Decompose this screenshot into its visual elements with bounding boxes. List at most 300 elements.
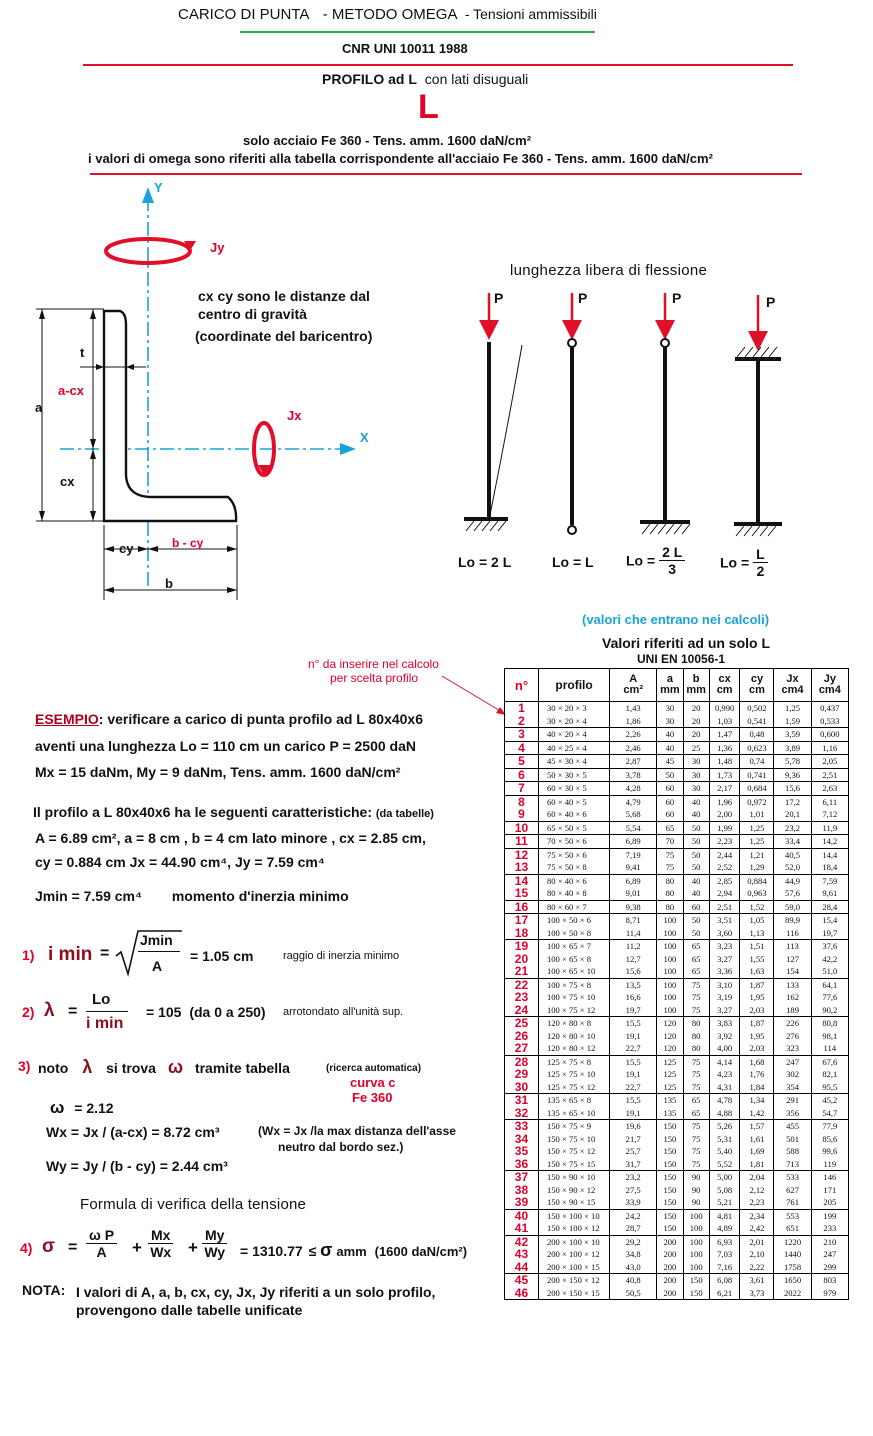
row-area: 31,7 xyxy=(625,1158,641,1169)
row-jx: 226 xyxy=(786,1018,799,1028)
row-jy: 247 xyxy=(823,1249,837,1259)
table-row-group[interactable] xyxy=(505,1171,849,1210)
row-number: 5 xyxy=(518,754,525,768)
row-cy: 2,12 xyxy=(749,1184,765,1195)
row-jy: 803 xyxy=(823,1275,837,1285)
row-area-cell xyxy=(610,1209,657,1235)
row-area: 40,8 xyxy=(625,1275,641,1285)
frac-1 xyxy=(86,1227,117,1260)
table-row-group[interactable] xyxy=(505,1209,849,1235)
row-jy: 7,59 xyxy=(822,875,838,886)
row-jx-cell xyxy=(774,1120,811,1171)
row-a: 150 xyxy=(663,1197,677,1207)
row-b: 30 xyxy=(691,783,701,793)
table-row-group[interactable] xyxy=(505,821,849,835)
col-profilo: profilo xyxy=(538,669,609,702)
table-row-group[interactable] xyxy=(505,795,849,821)
row-cy: 2,03 xyxy=(749,1004,765,1015)
row-jy-cell xyxy=(811,848,848,874)
row-area: 23,2 xyxy=(625,1172,641,1182)
row-cx-cell xyxy=(709,874,740,900)
i-min-symbol: i min xyxy=(48,944,93,965)
row-number: 18 xyxy=(514,925,529,940)
row-jy: 6,11 xyxy=(822,796,838,807)
row-jx: 533 xyxy=(786,1172,799,1182)
row-jy-cell xyxy=(811,1209,848,1235)
row-cy-cell xyxy=(740,978,774,1017)
row-area: 27,5 xyxy=(625,1184,641,1195)
row-jx: 33,4 xyxy=(785,836,801,846)
row-b: 20 xyxy=(691,729,701,739)
step-3-fe: Fe 360 xyxy=(352,1090,393,1105)
row-number-cell xyxy=(505,874,539,900)
table-header-row xyxy=(505,669,849,702)
row-b-cell xyxy=(683,1274,709,1300)
cy-label: cy xyxy=(119,541,134,556)
omega-value: = 2.12 xyxy=(74,1100,114,1116)
table-row-group[interactable] xyxy=(505,914,849,940)
row-profile: 135 × 65 × 10 xyxy=(546,1107,596,1118)
row-profile-cell xyxy=(538,768,609,782)
step-3-num: 3) xyxy=(18,1058,31,1074)
row-jx: 40,5 xyxy=(785,849,801,860)
row-profile: 125 × 75 × 10 xyxy=(546,1069,596,1079)
step-1-eq: = xyxy=(100,945,110,962)
row-cy: 2,23 xyxy=(749,1197,765,1207)
row-jy-cell xyxy=(811,782,848,796)
col-cx-unit: cm xyxy=(716,684,733,696)
row-area-cell xyxy=(610,1171,657,1210)
row-b: 40 xyxy=(691,796,701,807)
step-2-bot: i min xyxy=(86,1015,124,1032)
row-jx-cell xyxy=(774,1274,811,1300)
row-jy: 19,7 xyxy=(822,927,838,938)
step-4-eq: = xyxy=(68,1239,78,1256)
row-cy: 2,22 xyxy=(749,1261,765,1272)
row-jx: 455 xyxy=(786,1121,799,1131)
row-number: 1 xyxy=(518,701,525,715)
row-cx: 6,08 xyxy=(717,1275,733,1285)
lo-case-4-den: 2 xyxy=(756,563,765,579)
example-line-2: aventi una lunghezza Lo = 110 cm un carico P = 2500 daN xyxy=(35,738,417,754)
row-jy-cell xyxy=(811,1171,848,1210)
row-jy-cell xyxy=(811,768,848,782)
row-profile-cell xyxy=(538,914,609,940)
row-cy-cell xyxy=(740,1209,774,1235)
row-profile: 150 × 75 × 15 xyxy=(546,1158,596,1169)
row-area: 15,5 xyxy=(625,1095,641,1105)
row-jy: 146 xyxy=(823,1172,837,1182)
step-2-result xyxy=(146,1004,266,1020)
row-profile-cell xyxy=(538,741,609,755)
table-row-group[interactable] xyxy=(505,835,849,849)
char-line-1: A = 6.89 cm², a = 8 cm , b = 4 cm lato minore , cx = 2.85 cm, xyxy=(35,830,426,846)
row-cx: 3,83 xyxy=(717,1018,733,1028)
table-row-group[interactable] xyxy=(505,1055,849,1094)
sigma-symbol: σ xyxy=(42,1236,55,1257)
row-area-cell xyxy=(610,795,657,821)
row-number-cell xyxy=(505,978,539,1017)
row-cy: 0,541 xyxy=(747,715,767,726)
row-cx: 1,96 xyxy=(717,796,733,807)
row-cy: 1,55 xyxy=(749,953,765,964)
row-profile: 150 × 100 × 10 xyxy=(546,1210,600,1221)
table-row-group[interactable] xyxy=(505,1235,849,1274)
table-row-group[interactable] xyxy=(505,755,849,769)
row-cy-cell xyxy=(740,702,774,728)
col-jx-label: Jx xyxy=(786,673,799,685)
wx-line: Wx = Jx / (a-cx) = 8.72 cm³ xyxy=(46,1124,220,1140)
row-cy: 1,25 xyxy=(749,836,765,846)
row-area: 13,5 xyxy=(625,979,641,990)
row-cx: 2,51 xyxy=(717,901,733,912)
col-A-unit: cm² xyxy=(623,684,643,696)
row-jx: 89,9 xyxy=(785,915,801,925)
row-b: 100 xyxy=(689,1249,703,1259)
row-cy: 0,963 xyxy=(747,888,767,898)
row-jx: 501 xyxy=(786,1133,799,1144)
row-jy-cell xyxy=(811,741,848,755)
row-cy: 1,29 xyxy=(749,862,765,872)
row-b: 75 xyxy=(691,979,701,990)
row-a-cell xyxy=(657,848,683,874)
plus-2: + xyxy=(188,1238,198,1257)
row-a-cell xyxy=(657,1235,683,1274)
row-profile: 125 × 75 × 8 xyxy=(546,1056,592,1067)
formula-title: Formula di verifica della tensione xyxy=(80,1196,307,1213)
row-a: 100 xyxy=(663,966,677,976)
row-profile-cell xyxy=(538,782,609,796)
row-jx: 189 xyxy=(786,1004,799,1015)
row-jy: 18,4 xyxy=(822,862,838,872)
row-profile-cell xyxy=(538,848,609,874)
row-profile-cell xyxy=(538,1120,609,1171)
row-a: 150 xyxy=(663,1146,677,1156)
row-cy-cell xyxy=(740,1120,774,1171)
row-number: 41 xyxy=(514,1221,529,1235)
row-a-cell xyxy=(657,1055,683,1094)
title-right: - Tensioni ammissibili xyxy=(464,6,597,22)
row-cy: 1,69 xyxy=(749,1146,765,1156)
row-area-cell xyxy=(610,914,657,940)
table-row-group[interactable] xyxy=(505,1094,849,1120)
row-cy: 1,61 xyxy=(749,1133,765,1144)
row-cx-cell xyxy=(709,755,740,769)
row-cx: 2,23 xyxy=(717,836,733,846)
row-jy: 7,12 xyxy=(822,809,838,819)
row-area: 8,71 xyxy=(625,915,641,925)
row-b-cell xyxy=(683,1209,709,1235)
row-number: 39 xyxy=(514,1195,529,1209)
row-number: 38 xyxy=(514,1182,529,1197)
row-jy-cell xyxy=(811,914,848,940)
row-number: 42 xyxy=(514,1234,529,1249)
row-area: 19,1 xyxy=(625,1030,641,1041)
a-cx-label: a-cx xyxy=(58,383,85,398)
row-cy: 1,52 xyxy=(749,901,765,912)
table-row-group[interactable] xyxy=(505,940,849,979)
row-cy-cell xyxy=(740,900,774,914)
row-area: 25,7 xyxy=(625,1146,641,1156)
lambda-value: = 105 xyxy=(146,1004,182,1020)
row-jx: 5,78 xyxy=(785,756,801,766)
table-row-group[interactable] xyxy=(505,728,849,742)
row-cx-cell xyxy=(709,782,740,796)
row-profile: 200 × 150 × 15 xyxy=(546,1287,600,1298)
row-a: 120 xyxy=(663,1030,677,1041)
row-a-cell xyxy=(657,914,683,940)
row-jx: 44,9 xyxy=(785,875,801,886)
row-number: 8 xyxy=(518,794,525,809)
step-3-omega: ω xyxy=(167,1057,184,1077)
lo-case-3-num: 2 L xyxy=(659,544,685,561)
row-jy: 77,9 xyxy=(822,1121,838,1131)
row-a-cell xyxy=(657,768,683,782)
row-jx: 354 xyxy=(786,1081,799,1092)
title-left: CARICO DI PUNTA xyxy=(178,6,309,23)
row-number: 33 xyxy=(514,1119,529,1133)
axis-x-label: X xyxy=(360,430,369,445)
row-jy: 0,600 xyxy=(820,729,840,739)
row-jx: 127 xyxy=(786,953,799,964)
row-jy: 95,5 xyxy=(822,1081,838,1092)
row-profile-cell xyxy=(538,1017,609,1056)
row-cx-cell xyxy=(709,978,740,1017)
row-cy: 2,04 xyxy=(749,1172,765,1182)
row-profile: 80 × 60 × 7 xyxy=(546,901,587,912)
row-area-cell xyxy=(610,702,657,728)
row-cy: 1,84 xyxy=(749,1081,765,1092)
table-row-group[interactable] xyxy=(505,1120,849,1171)
sigma-limit: (1600 daN/cm²) xyxy=(374,1244,468,1259)
col-jy xyxy=(811,669,848,702)
row-b: 100 xyxy=(689,1210,703,1221)
table-row-group[interactable] xyxy=(505,900,849,914)
row-cy: 1,95 xyxy=(749,1030,765,1041)
row-jx: 1,25 xyxy=(785,703,801,713)
row-cx: 1,48 xyxy=(717,756,733,766)
table-row-group[interactable] xyxy=(505,741,849,755)
row-b: 50 xyxy=(691,822,701,833)
row-cx: 5,31 xyxy=(717,1133,733,1144)
col-b xyxy=(683,669,709,702)
row-jy: 0,437 xyxy=(820,703,840,713)
row-number: 20 xyxy=(514,951,529,966)
jx-label: Jx xyxy=(287,408,302,423)
row-jy: 42,2 xyxy=(822,953,838,964)
row-cy: 1,95 xyxy=(749,992,765,1002)
row-a: 200 xyxy=(663,1236,677,1247)
row-profile: 200 × 100 × 15 xyxy=(546,1261,600,1272)
row-number: 22 xyxy=(514,977,529,992)
row-b: 150 xyxy=(689,1287,703,1298)
row-number-cell xyxy=(505,768,539,782)
row-number-cell xyxy=(505,1274,539,1300)
row-b: 40 xyxy=(691,809,701,819)
row-cy: 3,61 xyxy=(749,1275,765,1285)
row-area: 1,43 xyxy=(625,703,641,713)
table-row-group[interactable] xyxy=(505,1017,849,1056)
row-a-cell xyxy=(657,1094,683,1120)
row-cx-cell xyxy=(709,821,740,835)
row-jx: 291 xyxy=(786,1095,799,1105)
row-b-cell xyxy=(683,900,709,914)
row-a: 75 xyxy=(665,862,675,872)
row-jx: 59,0 xyxy=(785,901,801,912)
row-jx: 15,6 xyxy=(785,783,801,793)
col-cy-unit: cm xyxy=(749,684,765,696)
sigma-value: = 1310.77 xyxy=(240,1243,303,1259)
row-profile: 100 × 75 × 10 xyxy=(546,992,596,1002)
col-a-label: a xyxy=(666,673,673,685)
row-a-cell xyxy=(657,702,683,728)
step-2-top: Lo xyxy=(92,991,111,1008)
row-jx: 9,36 xyxy=(785,769,801,780)
row-jx: 553 xyxy=(786,1210,799,1221)
row-a: 40 xyxy=(665,729,675,739)
row-number: 15 xyxy=(514,886,529,900)
row-number: 36 xyxy=(514,1156,529,1171)
row-number: 6 xyxy=(518,767,525,782)
row-profile: 150 × 75 × 10 xyxy=(546,1133,596,1144)
row-profile: 120 × 80 × 10 xyxy=(546,1030,596,1041)
row-profile-cell xyxy=(538,1235,609,1274)
row-profile: 60 × 40 × 5 xyxy=(546,796,587,807)
col-jx-unit: cm4 xyxy=(781,684,804,696)
row-cy-cell xyxy=(740,874,774,900)
step-3-curva: curva c xyxy=(350,1075,396,1090)
row-cy: 0,623 xyxy=(747,742,767,753)
row-cx-cell xyxy=(709,1055,740,1094)
row-cx: 2,17 xyxy=(717,783,733,793)
table-row-group[interactable] xyxy=(505,702,849,728)
step-1-note: raggio di inerzia minimo xyxy=(283,950,400,962)
row-jx: 323 xyxy=(786,1043,799,1053)
row-jy: 2,51 xyxy=(822,769,838,780)
row-cx-cell xyxy=(709,741,740,755)
row-number: 14 xyxy=(514,873,529,888)
row-a: 100 xyxy=(663,979,677,990)
row-number: 21 xyxy=(514,964,529,978)
row-b: 75 xyxy=(691,1081,701,1092)
row-b-cell xyxy=(683,741,709,755)
row-number-cell xyxy=(505,1171,539,1210)
table-row-group[interactable] xyxy=(505,874,849,900)
row-jx: 356 xyxy=(786,1107,799,1118)
row-number: 12 xyxy=(514,847,529,862)
step-4-num: 4) xyxy=(20,1240,33,1256)
row-a: 125 xyxy=(663,1056,677,1067)
row-jx: 133 xyxy=(786,979,799,990)
row-area: 22,7 xyxy=(625,1081,641,1092)
row-jx-cell xyxy=(774,728,811,742)
row-cx-cell xyxy=(709,768,740,782)
row-a-cell xyxy=(657,1017,683,1056)
row-b-cell xyxy=(683,874,709,900)
row-cy: 0,684 xyxy=(747,783,767,793)
red-divider-1 xyxy=(83,64,793,66)
row-area: 9,41 xyxy=(625,862,641,872)
row-profile-cell xyxy=(538,755,609,769)
row-b: 40 xyxy=(691,888,701,898)
nota-line-1: I valori di A, a, b, cx, cy, Jx, Jy riferiti a un solo profilo, xyxy=(76,1284,436,1300)
row-a-cell xyxy=(657,978,683,1017)
row-jx: 302 xyxy=(786,1069,799,1079)
row-jy: 1,16 xyxy=(822,742,838,753)
row-b: 65 xyxy=(691,966,701,976)
row-cy: 1,57 xyxy=(749,1121,765,1131)
row-cy: 1,05 xyxy=(749,915,765,925)
row-cy: 2,34 xyxy=(749,1210,765,1221)
row-cx: 4,78 xyxy=(717,1095,733,1105)
row-area: 11,4 xyxy=(625,927,641,938)
load-p-1: P xyxy=(494,290,504,306)
row-a-cell xyxy=(657,874,683,900)
table-row-group[interactable] xyxy=(505,1274,849,1300)
row-cx: 1,03 xyxy=(717,715,733,726)
row-number: 26 xyxy=(514,1028,529,1043)
table-row-group[interactable] xyxy=(505,782,849,796)
row-b-cell xyxy=(683,768,709,782)
row-a: 100 xyxy=(663,1004,677,1015)
row-cx-cell xyxy=(709,795,740,821)
table-row-group[interactable] xyxy=(505,768,849,782)
lambda-range: (da 0 a 250) xyxy=(189,1004,266,1020)
table-row-group[interactable] xyxy=(505,978,849,1017)
row-profile-cell xyxy=(538,1209,609,1235)
row-area-cell xyxy=(610,978,657,1017)
row-cy-cell xyxy=(740,914,774,940)
row-cx: 3,36 xyxy=(717,966,733,976)
row-a: 100 xyxy=(663,941,677,951)
row-number: 25 xyxy=(514,1016,529,1030)
row-area: 19,1 xyxy=(625,1069,641,1079)
row-jx-cell xyxy=(774,1055,811,1094)
load-p-2: P xyxy=(578,290,588,306)
row-b: 50 xyxy=(691,927,701,938)
row-b: 75 xyxy=(691,992,701,1002)
row-b-cell xyxy=(683,1055,709,1094)
row-profile: 70 × 50 × 6 xyxy=(546,836,587,846)
row-b: 90 xyxy=(691,1197,701,1207)
row-jx: 52,0 xyxy=(785,862,801,872)
frac-2-bot: Wx xyxy=(150,1244,172,1260)
row-jx: 713 xyxy=(786,1158,799,1169)
lo-case-4-fraction xyxy=(753,546,768,579)
row-profile: 65 × 50 × 5 xyxy=(546,822,587,833)
char-title xyxy=(33,804,434,820)
row-b: 150 xyxy=(689,1275,703,1285)
row-cy: 1,42 xyxy=(749,1107,765,1118)
row-b: 75 xyxy=(691,1146,701,1156)
row-cx-cell xyxy=(709,1171,740,1210)
row-number: 35 xyxy=(514,1144,529,1158)
step-2-note: arrotondato all'unità sup. xyxy=(283,1006,404,1018)
buckling-diagram xyxy=(450,285,790,545)
frac-1-bot: A xyxy=(96,1244,107,1260)
row-area: 4,28 xyxy=(625,783,641,793)
row-b: 75 xyxy=(691,1133,701,1144)
calc-values-note: (valori che entrano nei calcoli) xyxy=(582,612,770,627)
row-b-cell xyxy=(683,914,709,940)
row-profile: 60 × 40 × 6 xyxy=(546,809,587,819)
row-cx: 2,94 xyxy=(717,888,733,898)
sigma-amm-label: amm xyxy=(336,1244,367,1259)
row-jx: 116 xyxy=(786,927,799,938)
row-jy-cell xyxy=(811,821,848,835)
table-row-group[interactable] xyxy=(505,848,849,874)
row-cx: 3,27 xyxy=(717,953,733,964)
